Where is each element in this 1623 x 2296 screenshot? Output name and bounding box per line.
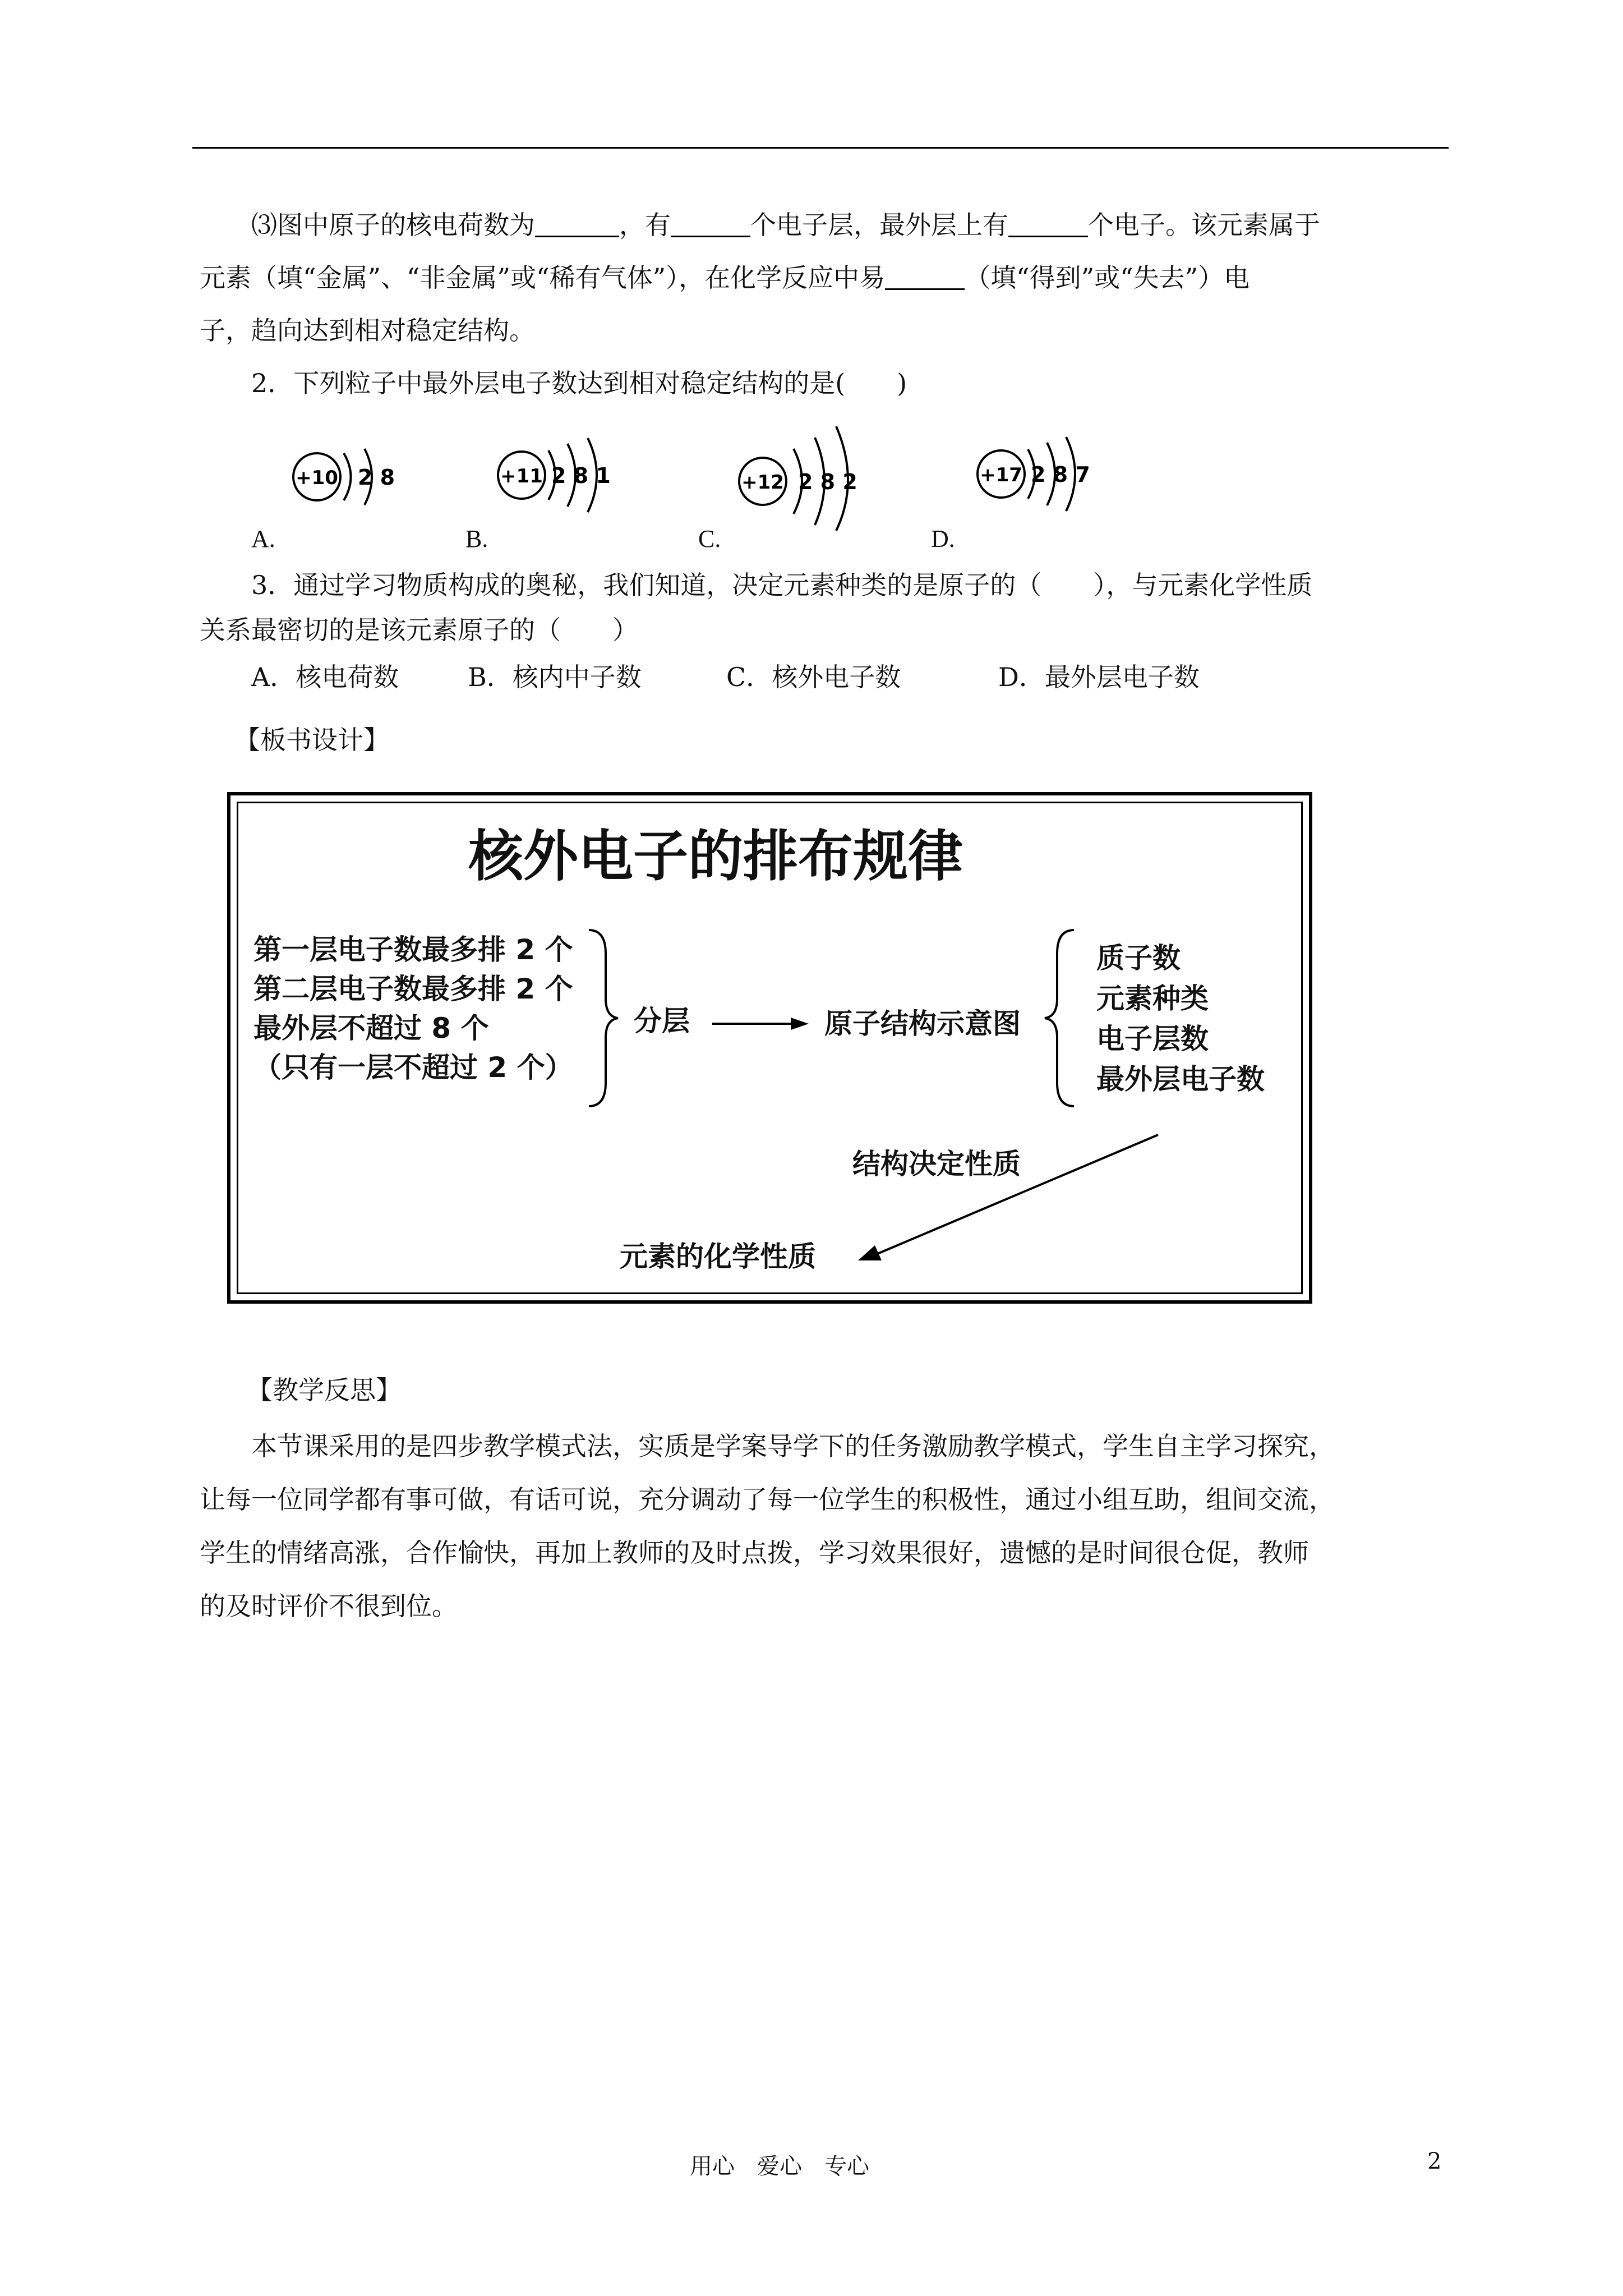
board-title: 核外电子的排布规律 [468, 825, 963, 889]
arrow-down-left-icon [847, 1130, 1166, 1265]
rule-line: 第一层电子数最多排 2 个 [253, 933, 573, 966]
reflection-heading: 【教学反思】 [247, 1375, 402, 1405]
q1-text: ，有 [619, 210, 671, 240]
atom-diagram-c[interactable] [732, 415, 878, 533]
answer-blank-outer-electrons[interactable] [1008, 212, 1088, 237]
left-brace-icon [1040, 926, 1080, 1111]
q3-line1: 3．通过学习物质构成的奥秘，我们知道，决定元素种类的是原子的（ ），与元素化学性质 [251, 570, 1313, 600]
q1-text: （填“得到”或“失去”）电 [965, 263, 1250, 293]
answer-blank-layers[interactable] [671, 212, 750, 237]
electron-counts: 2 8 [358, 465, 395, 490]
reflection-line: 学生的情绪高涨，合作愉快，再加上教师的及时点拨，学习效果很好，遗憾的是时间很仓促，教师 [200, 1538, 1309, 1568]
option-label-a[interactable]: A. [251, 525, 275, 553]
rule-line: 最外层不超过 8 个 [253, 1012, 489, 1045]
diagram-info-item: 最外层电子数 [1096, 1063, 1265, 1096]
nucleus-charge: +12 [741, 471, 784, 494]
diagram-info-item: 质子数 [1096, 942, 1181, 974]
q1-part3-line1 [251, 212, 1320, 238]
q1-text: ⑶图中原子的核电荷数为 [251, 210, 535, 240]
answer-blank-gain-lose[interactable] [885, 265, 965, 290]
q1-text: 个电子。该元素属于 [1088, 210, 1320, 240]
nucleus-charge: +10 [296, 467, 338, 489]
rule-line: （只有一层不超过 2 个） [253, 1051, 573, 1084]
q3-option-a[interactable]: A．核电荷数 [251, 662, 399, 692]
footer-slogan: 用心 爱心 专心 [690, 2154, 869, 2179]
answer-blank-nuclear-charge[interactable] [535, 212, 619, 237]
atom-diagram-d[interactable] [973, 424, 1102, 522]
diagram-info-item: 元素种类 [1096, 982, 1209, 1015]
chemical-property-label: 元素的化学性质 [620, 1240, 816, 1273]
electron-counts: 2 8 1 [551, 463, 611, 488]
atom-diagram-a[interactable] [286, 426, 398, 522]
electron-counts: 2 8 2 [798, 470, 857, 494]
electron-shell-arc [344, 453, 351, 500]
page-number: 2 [1427, 2148, 1442, 2174]
q3-option-c[interactable]: C．核外电子数 [726, 662, 901, 692]
arrow-right-icon [712, 1013, 810, 1035]
q3-option-d[interactable]: D．最外层电子数 [998, 662, 1200, 692]
electron-counts: 2 8 7 [1031, 462, 1090, 487]
layering-label: 分层 [634, 1005, 690, 1037]
board-design-heading: 【板书设计】 [234, 725, 389, 755]
q3-line2: 关系最密切的是该元素原子的（ ） [200, 615, 638, 645]
option-label-c[interactable]: C. [698, 525, 721, 553]
reflection-line: 本节课采用的是四步教学模式法，实质是学案导学下的任务激励教学模式，学生自主学习探究， [251, 1431, 1335, 1461]
atom-diagram-b[interactable] [494, 424, 628, 522]
nucleus-charge: +17 [980, 464, 1022, 486]
reflection-line: 的及时评价不很到位。 [200, 1591, 458, 1621]
header-rule [192, 147, 1449, 149]
q1-text: 个电子层，最外层上有 [750, 210, 1008, 240]
q1-part3-line3: 子，趋向达到相对稳定结构。 [200, 315, 535, 346]
q1-part3-line2 [200, 265, 1249, 291]
option-label-b[interactable]: B. [465, 525, 488, 553]
diagram-label: 原子结构示意图 [824, 1007, 1021, 1040]
right-brace-icon [583, 926, 623, 1111]
rule-line: 第二层电子数最多排 2 个 [253, 973, 573, 1005]
q2-stem: 2．下列粒子中最外层电子数达到相对稳定结构的是( ) [251, 368, 907, 398]
q3-option-b[interactable]: B．核内中子数 [468, 662, 642, 692]
option-label-d[interactable]: D. [931, 525, 955, 553]
structure-determines-label: 结构决定性质 [852, 1148, 1021, 1180]
nucleus-charge: +11 [500, 465, 543, 487]
diagram-info-item: 电子层数 [1096, 1023, 1209, 1055]
reflection-line: 让每一位同学都有事可做，有话可说，充分调动了每一位学生的积极性，通过小组互助，组间交流， [200, 1484, 1335, 1515]
q1-text: 元素（填“金属”、“非金属”或“稀有气体”），在化学反应中易 [200, 263, 886, 293]
